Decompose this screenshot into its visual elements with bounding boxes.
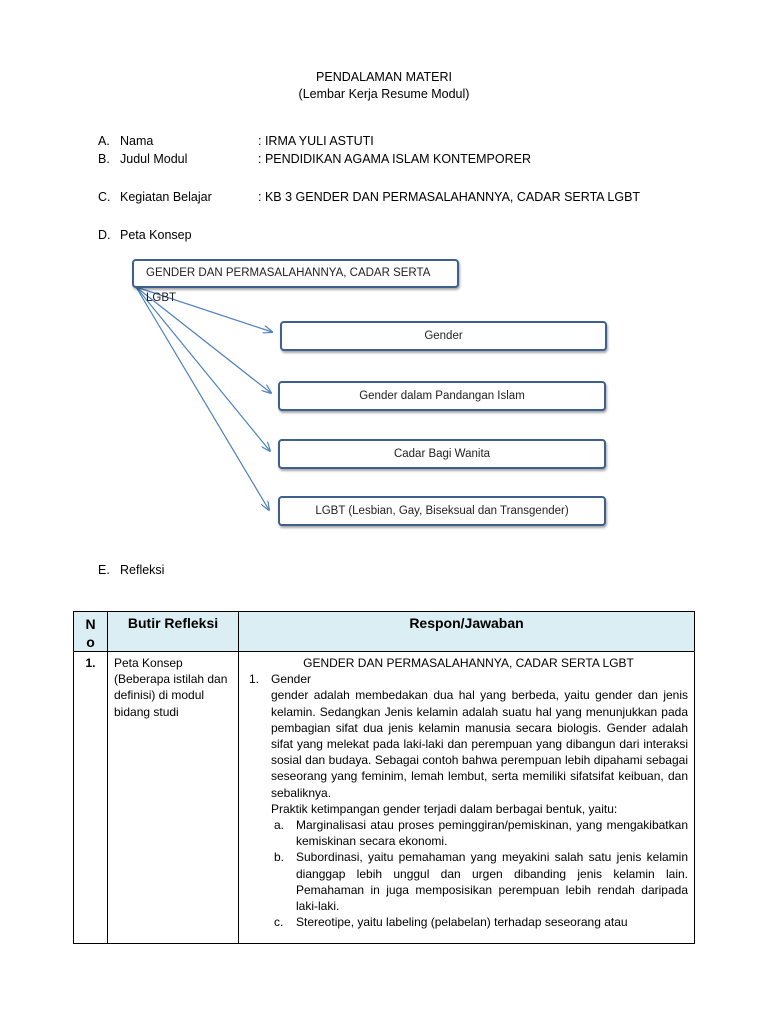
table-header-row <box>74 612 695 652</box>
meta-letter: A. <box>98 134 110 148</box>
row-number: 1. <box>74 652 108 944</box>
section-letter: E. <box>98 563 110 577</box>
header-respon: Respon/Jawaban <box>239 612 695 652</box>
list-item <box>249 914 688 930</box>
meta-label: Kegiatan Belajar <box>120 190 212 204</box>
concept-node-lgbt: LGBT (Lesbian, Gay, Biseksual dan Transgender) <box>278 496 606 526</box>
header-no-label: N o <box>85 616 96 650</box>
section-label: Refleksi <box>120 563 165 577</box>
meta-label: Peta Konsep <box>120 228 192 242</box>
page-title: PENDALAMAN MATERI <box>316 70 452 84</box>
concept-node-gender-islam: Gender dalam Pandangan Islam <box>278 381 606 411</box>
row-butir: Peta Konsep (Beberapa istilah dan definisi) di modul bidang studi <box>108 652 239 944</box>
sub-text: Marginalisasi atau proses peminggiran/pemiskinan, yang mengakibatkan kemiskinan secara ekonomi. <box>296 818 688 849</box>
page-subtitle: (Lembar Kerja Resume Modul) <box>298 87 470 101</box>
meta-letter: C. <box>98 190 111 204</box>
list-item <box>249 817 688 849</box>
meta-letter: B. <box>98 152 110 166</box>
connector-lgbt <box>136 287 269 510</box>
respon-paragraph: gender adalah membedakan dua hal yang berbeda, yaitu gender dan jenis kelamin. Sedangkan Jenis kelamin adalah suatu hal yang menunjukkan pada pembagian sifat dua jenis kelamin manusia secara biologis. Gender adalah sifat yang melekat pada laki-laki dan perempuan yang dibangun dari interaksi sosial dan budaya. Sebagai contoh bahwa perempuan lebih dipahami sebagai seseorang yang feminim, lemah lembut, serta memiliki sifatsifat keibuan, dan sebaliknya. <box>271 688 688 800</box>
meta-label: Nama <box>120 134 154 148</box>
respon-item-gender <box>249 671 688 687</box>
concept-root: GENDER DAN PERMASALAHANNYA, CADAR SERTA LGBT <box>132 259 459 288</box>
reflection-table <box>73 611 695 944</box>
sub-marker: c. <box>274 915 284 930</box>
meta-letter: D. <box>98 228 111 242</box>
meta-value: : IRMA YULI ASTUTI <box>258 134 374 148</box>
sub-marker: a. <box>274 818 285 833</box>
row-respon <box>239 652 695 944</box>
meta-value: : PENDIDIKAN AGAMA ISLAM KONTEMPORER <box>258 152 531 166</box>
meta-value: : KB 3 GENDER DAN PERMASALAHANNYA, CADAR SERTA LGBT <box>258 190 641 204</box>
table-row <box>74 652 695 944</box>
list-item <box>249 849 688 914</box>
header-butir: Butir Refleksi <box>108 612 239 652</box>
sub-text: Stereotipe, yaitu labeling (pelabelan) terhadap seseorang atau <box>296 915 628 930</box>
item-number: 1. <box>249 672 260 687</box>
sub-text: Subordinasi, yaitu pemahaman yang meyakini salah satu jenis kelamin dianggap lebih unggul dan urgen dibanding jenis kelamin lain. Pemahaman in juga memposisikan perempuan lebih rendah daripada laki-laki. <box>296 850 688 914</box>
concept-node-gender: Gender <box>280 321 607 351</box>
concept-node-cadar: Cadar Bagi Wanita <box>278 439 606 469</box>
respon-title: GENDER DAN PERMASALAHANNYA, CADAR SERTA LGBT <box>303 656 634 670</box>
connector-cadar <box>136 287 270 451</box>
sub-marker: b. <box>274 850 285 865</box>
header-no <box>74 612 108 652</box>
meta-label: Judul Modul <box>120 152 188 166</box>
respon-intro: Praktik ketimpangan gender terjadi dalam berbagai bentuk, yaitu: <box>271 801 618 816</box>
item-title: Gender <box>271 672 312 687</box>
